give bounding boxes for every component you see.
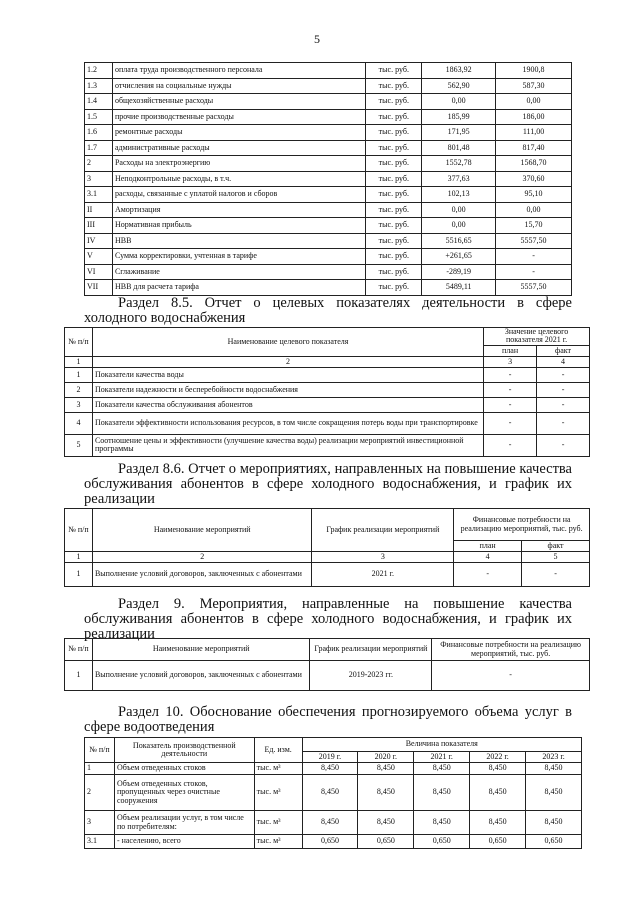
row-value-fact: 95,10 [496,187,572,203]
row-fact: - [537,382,590,397]
row-name: Объем отведенных стоков, пропущенных через очистные сооружения [114,775,254,811]
col-fact-header: факт [522,541,590,552]
row-value-plan: 0,00 [422,202,496,218]
row-unit: тыс. м³ [254,811,302,835]
col-value-header: Значение целевого показателя 2021 г. [484,328,590,346]
row-name: Показатели качества воды [92,367,483,382]
table-row [85,156,572,172]
row-name: Выполнение условий договоров, заключенных с абонентами [92,563,312,587]
col-unit-header: Ед. изм. [254,738,302,763]
row-plan: - [454,563,522,587]
table-row [65,661,590,691]
col-plan-header: план [454,541,522,552]
row-name: - населению, всего [114,835,254,849]
section-8-6-heading: Раздел 8.6. Отчет о мероприятиях, направленных на повышение качества обслуживания абонентов в сфере холодного водоснабжения, и график их реализации [84,461,572,507]
row-value-plan: 185,99 [422,109,496,125]
year-header: 2021 г. [414,752,470,763]
row-value-plan: 377,63 [422,171,496,187]
row-num: 4 [65,412,93,434]
table-row [65,434,590,456]
measures-table-8-6 [64,508,590,587]
row-unit: тыс. руб. [366,94,422,110]
col-value-header: Величина показателя [302,738,581,752]
row-schedule: 2019-2023 гг. [310,661,432,691]
row-unit: тыс. руб. [366,78,422,94]
row-plan: - [484,412,537,434]
index-cell: 4 [454,552,522,563]
table-row [65,367,590,382]
table-row [85,109,572,125]
col-num-header: № п/п [65,328,93,357]
row-value-plan: 1863,92 [422,63,496,79]
row-value-fact: 0,00 [496,94,572,110]
row-fact: - [537,412,590,434]
row-num: 1.6 [85,125,113,141]
row-num: V [85,249,113,265]
row-unit: тыс. руб. [366,140,422,156]
row-value-plan: 5516,65 [422,233,496,249]
row-name: Амортизация [112,202,365,218]
row-value: 0,650 [414,835,470,849]
section-9-heading: Раздел 9. Мероприятия, направленные на повышение качества обслуживания абонентов в сфере холодного водоснабжения, и график их реализации [84,596,572,642]
row-num: 1.7 [85,140,113,156]
col-fact-header: факт [537,345,590,356]
row-num: 3 [85,811,115,835]
row-value-fact: 186,00 [496,109,572,125]
row-fact: - [537,434,590,456]
row-name: Объем отведенных стоков [114,763,254,775]
row-value: 0,650 [470,835,526,849]
row-num: 2 [65,382,93,397]
table-row [85,835,582,849]
table-row [85,63,572,79]
row-plan: - [484,434,537,456]
row-name: Показатели надежности и бесперебойности водоснабжения [92,382,483,397]
row-value-plan: 0,00 [422,94,496,110]
row-value-fact: 817,40 [496,140,572,156]
row-num: 1 [65,367,93,382]
row-num: 1.2 [85,63,113,79]
index-cell: 1 [65,356,93,367]
table-row [85,249,572,265]
col-num-header: № п/п [65,639,93,661]
index-cell: 2 [92,552,312,563]
row-value: 8,450 [414,775,470,811]
index-cell: 5 [522,552,590,563]
row-name: прочие производственные расходы [112,109,365,125]
row-name: Сглаживание [112,264,365,280]
row-unit: тыс. м³ [254,775,302,811]
row-num: 3 [65,397,93,412]
index-cell: 3 [484,356,537,367]
col-schedule-header: График реализации мероприятий [310,639,432,661]
row-unit: тыс. руб. [366,109,422,125]
row-num: 3.1 [85,187,113,203]
col-num-header: № п/п [65,509,93,552]
row-value-plan: 801,48 [422,140,496,156]
row-unit: тыс. руб. [366,63,422,79]
row-name: Расходы на электроэнергию [112,156,365,172]
row-num: 3.1 [85,835,115,849]
row-name: НВВ для расчета тарифа [112,280,365,296]
table-row [85,233,572,249]
row-value: 8,450 [302,775,358,811]
row-value: 0,650 [358,835,414,849]
row-name: Показатели эффективности использования ресурсов, в том числе сокращения потерь воды при транспортировке [92,412,483,434]
measures-table-9 [64,638,590,691]
table-row [85,202,572,218]
row-unit: тыс. руб. [366,156,422,172]
row-value-fact: 370,60 [496,171,572,187]
col-name-header: Наименование целевого показателя [92,328,483,357]
section-10-heading: Раздел 10. Обоснование обеспечения прогнозируемого объема услуг в сфере водоотведения [84,704,572,735]
row-value-plan: 0,00 [422,218,496,234]
row-name: отчисления на социальные нужды [112,78,365,94]
table-row [85,94,572,110]
row-fact: - [537,397,590,412]
row-unit: тыс. руб. [366,264,422,280]
row-schedule: 2021 г. [312,563,454,587]
table-row [85,171,572,187]
row-value: 8,450 [302,763,358,775]
col-num-header: № п/п [85,738,115,763]
row-unit: тыс. руб. [366,187,422,203]
row-name: расходы, связанные с уплатой налогов и сборов [112,187,365,203]
row-value-fact: 5557,50 [496,233,572,249]
row-fin: - [432,661,590,691]
row-value: 8,450 [358,811,414,835]
index-cell: 3 [312,552,454,563]
row-fact: - [537,367,590,382]
row-unit: тыс. руб. [366,218,422,234]
table-row [65,563,590,587]
index-cell: 4 [537,356,590,367]
row-num: 1.4 [85,94,113,110]
col-schedule-header: График реализации мероприятий [312,509,454,552]
col-name-header: Показатель производственной деятельности [114,738,254,763]
row-value-fact: 0,00 [496,202,572,218]
row-name: общехозяйственные расходы [112,94,365,110]
row-fact: - [522,563,590,587]
col-plan-header: план [484,345,537,356]
year-header: 2023 г. [526,752,582,763]
row-unit: тыс. руб. [366,125,422,141]
row-value-fact: 111,00 [496,125,572,141]
row-value-fact: - [496,264,572,280]
row-unit: тыс. руб. [366,233,422,249]
row-value: 8,450 [414,811,470,835]
row-unit: тыс. руб. [366,280,422,296]
col-fin-header: Финансовые потребности на реализацию мероприятий, тыс. руб. [454,509,590,541]
row-name: административные расходы [112,140,365,156]
col-fin-header: Финансовые потребности на реализацию мероприятий, тыс. руб. [432,639,590,661]
year-header: 2022 г. [470,752,526,763]
target-indicators-table [64,327,590,457]
row-num: 1 [65,661,93,691]
row-plan: - [484,367,537,382]
row-value-plan: +261,65 [422,249,496,265]
index-cell: 1 [65,552,93,563]
row-num: VII [85,280,113,296]
row-plan: - [484,382,537,397]
table-row [85,775,582,811]
row-num: 3 [85,171,113,187]
row-num: 1 [85,763,115,775]
row-num: 1.3 [85,78,113,94]
row-value: 8,450 [414,763,470,775]
row-value: 8,450 [470,811,526,835]
row-unit: тыс. м³ [254,763,302,775]
row-num: III [85,218,113,234]
row-name: Показатели качества обслуживания абонентов [92,397,483,412]
row-name: Неподконтрольные расходы, в т.ч. [112,171,365,187]
row-name: НВВ [112,233,365,249]
row-name: Выполнение условий договоров, заключенных с абонентами [92,661,310,691]
row-unit: тыс. руб. [366,202,422,218]
row-value-plan: 171,95 [422,125,496,141]
table-row [85,811,582,835]
row-value: 8,450 [526,811,582,835]
row-value-fact: 1568,70 [496,156,572,172]
row-num: IV [85,233,113,249]
row-value: 8,450 [358,775,414,811]
row-num: 1.5 [85,109,113,125]
row-value-plan: 562,90 [422,78,496,94]
row-num: 2 [85,156,113,172]
row-name: Объем реализации услуг, в том числе по потребителям: [114,811,254,835]
row-name: оплата труда производственного персонала [112,63,365,79]
row-name: Соотношение цены и эффективности (улучшение качества воды) реализации мероприятий инвестиционной программы [92,434,483,456]
row-value-fact: 1900,8 [496,63,572,79]
col-name-header: Наименование мероприятий [92,639,310,661]
volume-table [84,737,582,849]
row-value: 8,450 [470,763,526,775]
table-row [85,763,582,775]
row-value: 8,450 [358,763,414,775]
row-value-plan: 102,13 [422,187,496,203]
row-unit: тыс. руб. [366,249,422,265]
row-value-fact: 5557,50 [496,280,572,296]
table-row [85,264,572,280]
row-value: 8,450 [470,775,526,811]
table-row [85,218,572,234]
row-name: Нормативная прибыль [112,218,365,234]
row-value-plan: 5489,11 [422,280,496,296]
row-name: ремонтные расходы [112,125,365,141]
year-header: 2020 г. [358,752,414,763]
index-cell: 2 [92,356,483,367]
row-value-plan: -289,19 [422,264,496,280]
row-num: 1 [65,563,93,587]
row-num: 5 [65,434,93,456]
row-value: 0,650 [302,835,358,849]
table-row [65,412,590,434]
table-row [65,397,590,412]
table-row [85,280,572,296]
table-row [85,78,572,94]
row-value-fact: 587,30 [496,78,572,94]
row-value-plan: 1552,78 [422,156,496,172]
row-name: Сумма корректировки, учтенная в тарифе [112,249,365,265]
row-value-fact: - [496,249,572,265]
row-value: 8,450 [302,811,358,835]
table-row [85,125,572,141]
row-num: VI [85,264,113,280]
row-value: 8,450 [526,763,582,775]
page-number: 5 [314,32,320,46]
col-name-header: Наименование мероприятий [92,509,312,552]
table-row [85,187,572,203]
row-unit: тыс. м³ [254,835,302,849]
table-row [65,382,590,397]
row-value: 0,650 [526,835,582,849]
table-row [85,140,572,156]
row-plan: - [484,397,537,412]
row-num: 2 [85,775,115,811]
row-unit: тыс. руб. [366,171,422,187]
row-value: 8,450 [526,775,582,811]
row-num: II [85,202,113,218]
year-header: 2019 г. [302,752,358,763]
cost-table [84,62,572,296]
row-value-fact: 15,70 [496,218,572,234]
section-8-5-heading: Раздел 8.5. Отчет о целевых показателях деятельности в сфере холодного водоснабжения [84,295,572,326]
